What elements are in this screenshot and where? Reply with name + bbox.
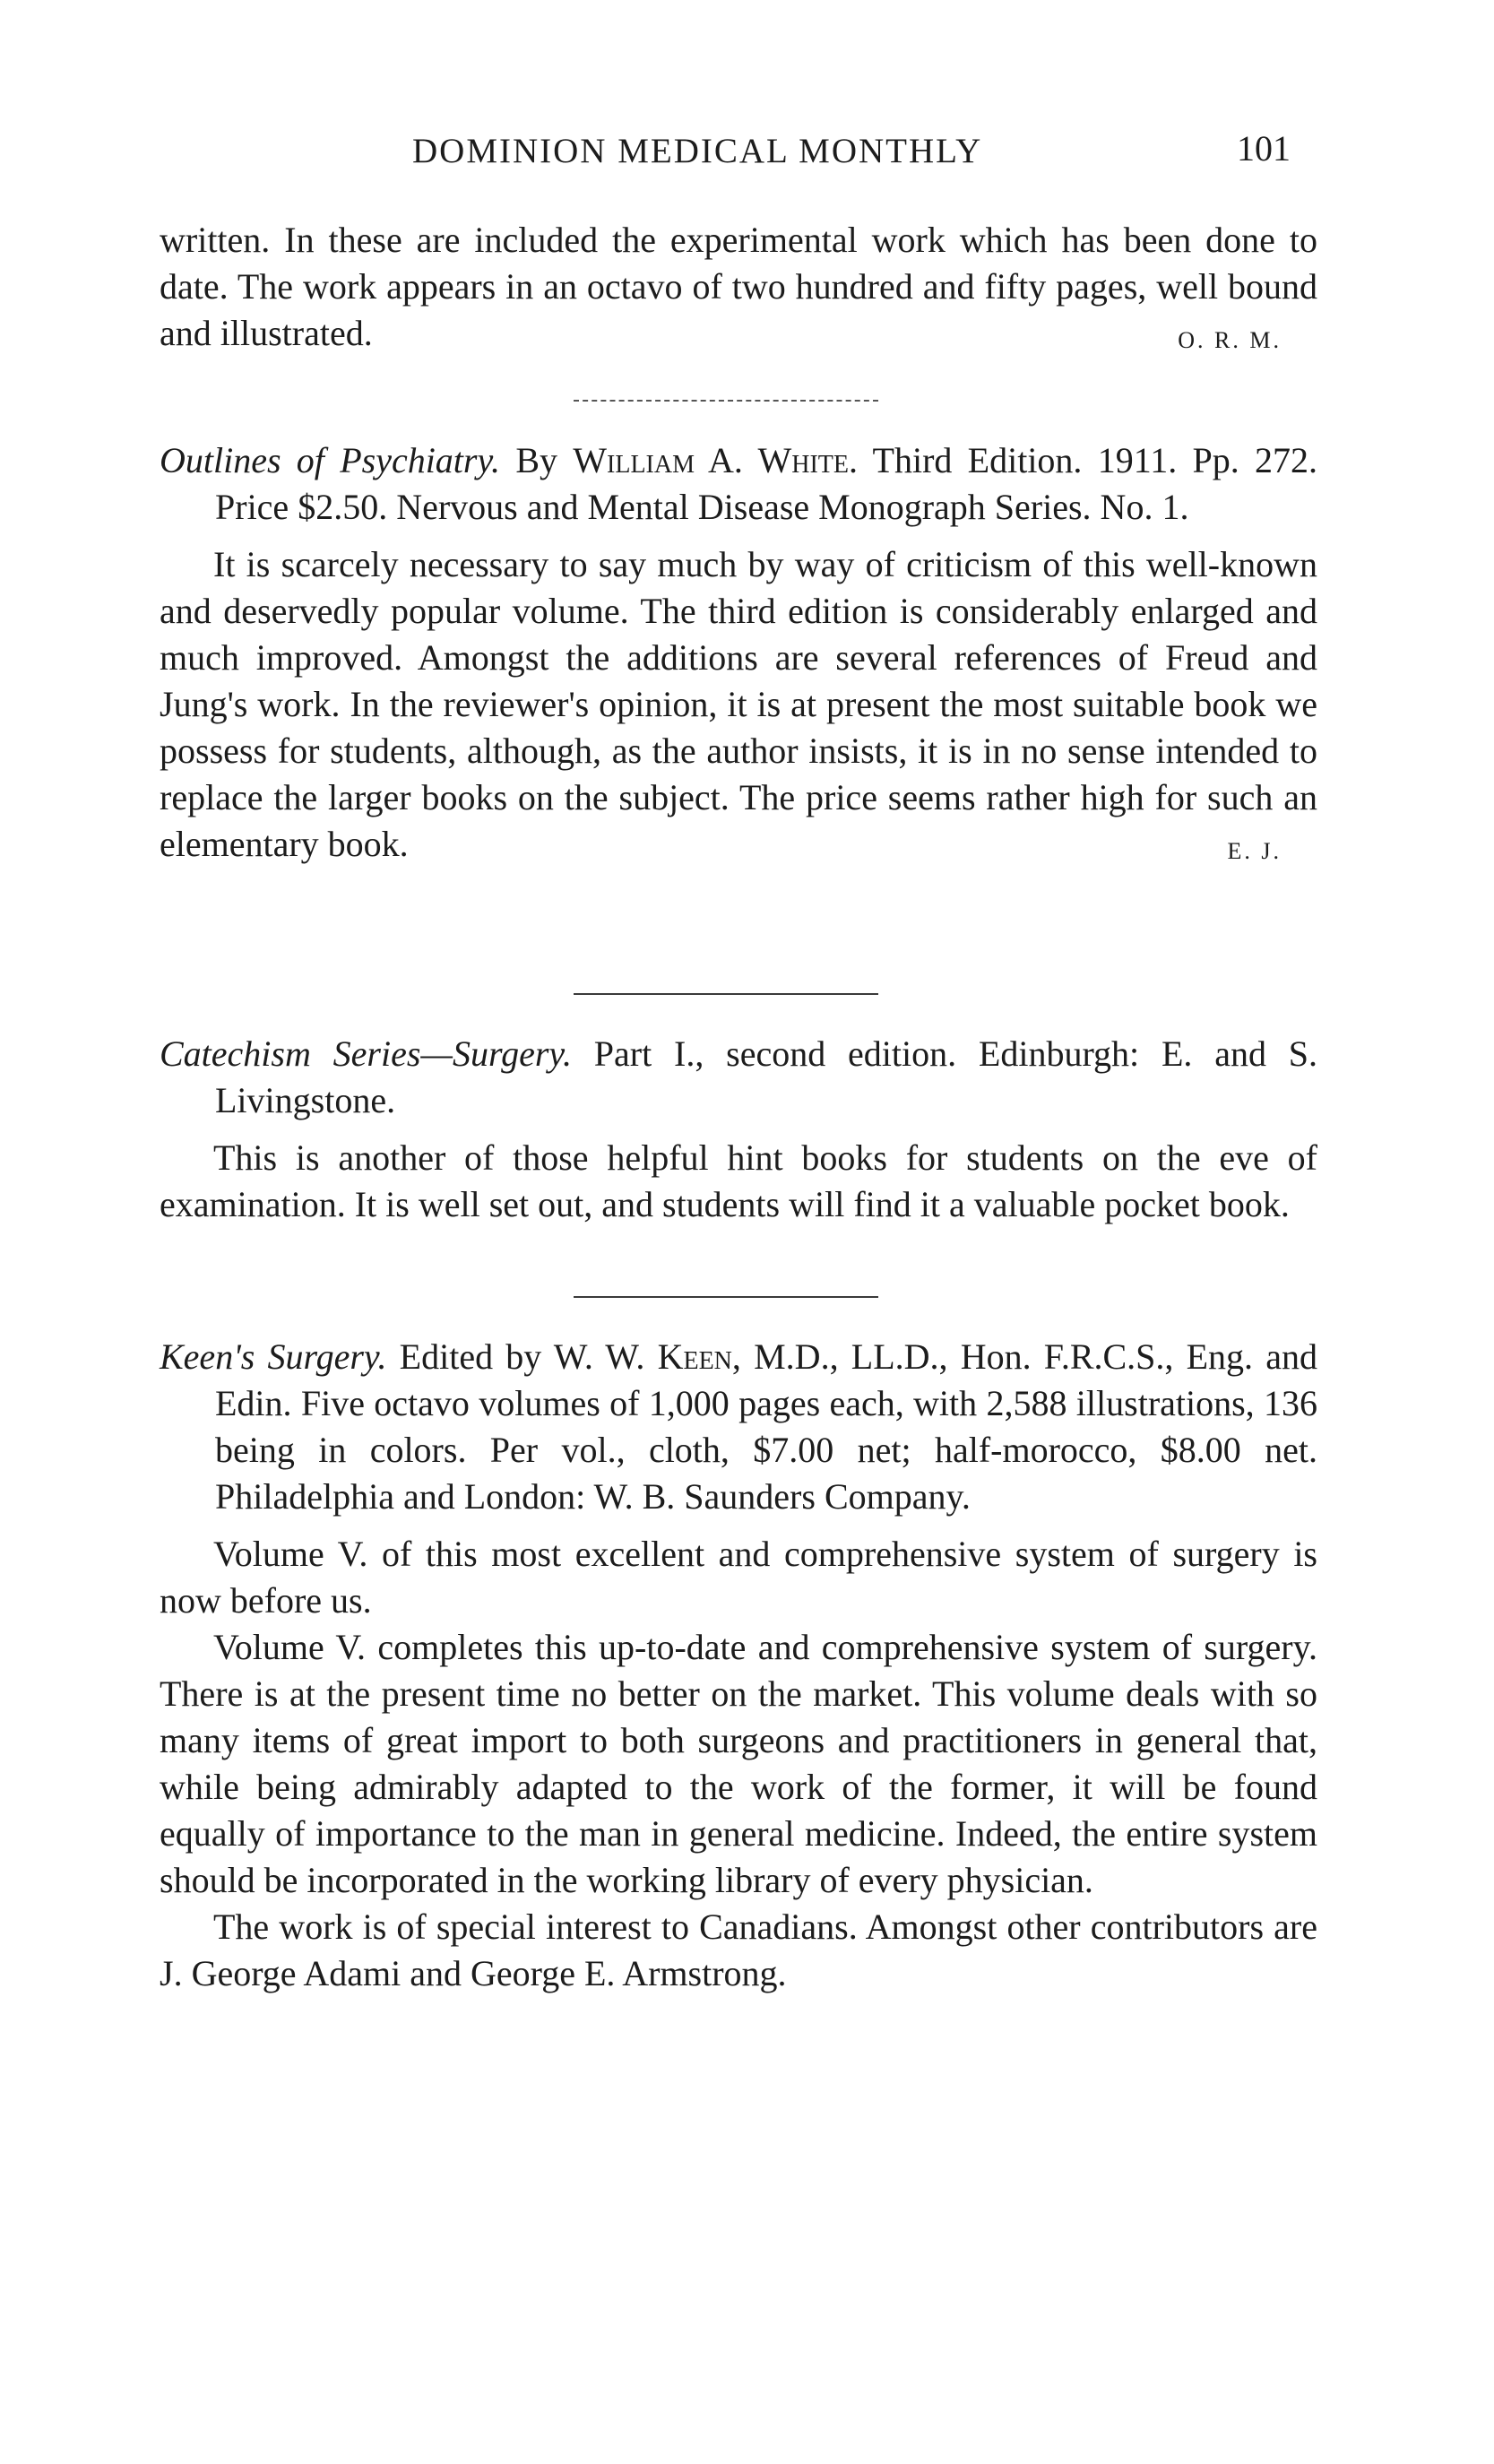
review-body	[160, 541, 1317, 868]
section-divider	[574, 400, 878, 402]
review-keen	[160, 1334, 1317, 1997]
reviewer-signature: O. R. M.	[1178, 327, 1282, 353]
continuation-text: written. In these are included the experimental work which has been done to date. The work appears in an octavo of two hundred and fifty pages, well bound and illustrated.	[160, 220, 1317, 353]
book-title: Catechism Series—Surgery.	[160, 1033, 572, 1074]
running-head: DOMINION MEDICAL MONTHLY	[412, 132, 983, 170]
page-number: 101	[1237, 128, 1291, 169]
book-author: William A. White.	[573, 440, 858, 480]
continuation-paragraph	[160, 217, 1317, 364]
review-paragraph: The work is of special interest to Canadians. Amongst other contributors are J. George Adami and George E. Armstrong.	[160, 1906, 1317, 1993]
review-paragraph: Volume V. of this most excellent and comprehensive system of surgery is now before us.	[160, 1534, 1317, 1621]
book-editor: Keen,	[657, 1336, 741, 1377]
section-divider	[574, 993, 878, 995]
book-citation	[160, 437, 1317, 531]
review-paragraph: Volume V. completes this up-to-date and comprehensive system of surgery. There is at the present time no better on the market. This volume deals with so many items of great import to both surgeons and practitioners in general that, while being admirably adapted to the work of the former, it will be found equally of importance to the man in general medicine. Indeed, the entire system should be incorporated in the working library of every physician.	[160, 1627, 1317, 1900]
book-title: Outlines of Psychiatry.	[160, 440, 501, 480]
review-psychiatry	[160, 437, 1317, 875]
book-citation	[160, 1334, 1317, 1520]
book-details: M.D., LL.D., Hon. F.R.C.S., Eng. and Edin. Five octavo volumes of 1,000 pages each, with 2,588 illustrations, 136 being in colors. Per vol., cloth, $7.00 net; half-morocco, $8.00 net. Philadelphia and London: W. B. Saunders Company.	[215, 1336, 1318, 1517]
review-text: It is scarcely necessary to say much by way of criticism of this well-known and deservedly popular volume. The third edition is considerably enlarged and much improved. Amongst the additions are several references of Freud and Jung's work. In the reviewer's opinion, it is at present the most suitable book we possess for students, although, as the author insists, it is in no sense intended to replace the larger books on the subject. The price seems rather high for such an elementary book.	[160, 544, 1317, 864]
reviewer-signature: E. J.	[1227, 838, 1282, 864]
edited-by-label: Edited by W. W.	[399, 1336, 645, 1377]
book-citation	[160, 1031, 1317, 1124]
by-label: By	[515, 440, 557, 480]
book-details: Third Edition. 1911. Pp. 272. Price $2.50. Nervous and Mental Disease Monograph Series. No. 1.	[215, 440, 1317, 527]
review-catechism	[160, 1031, 1317, 1228]
section-divider	[574, 1296, 878, 1298]
book-details: Part I., second edition. Edinburgh: E. and S. Livingstone.	[215, 1033, 1318, 1120]
book-title: Keen's Surgery.	[160, 1336, 387, 1377]
review-body: This is another of those helpful hint books for students on the eve of examination. It is well set out, and students will find it a valuable pocket book.	[160, 1137, 1317, 1224]
